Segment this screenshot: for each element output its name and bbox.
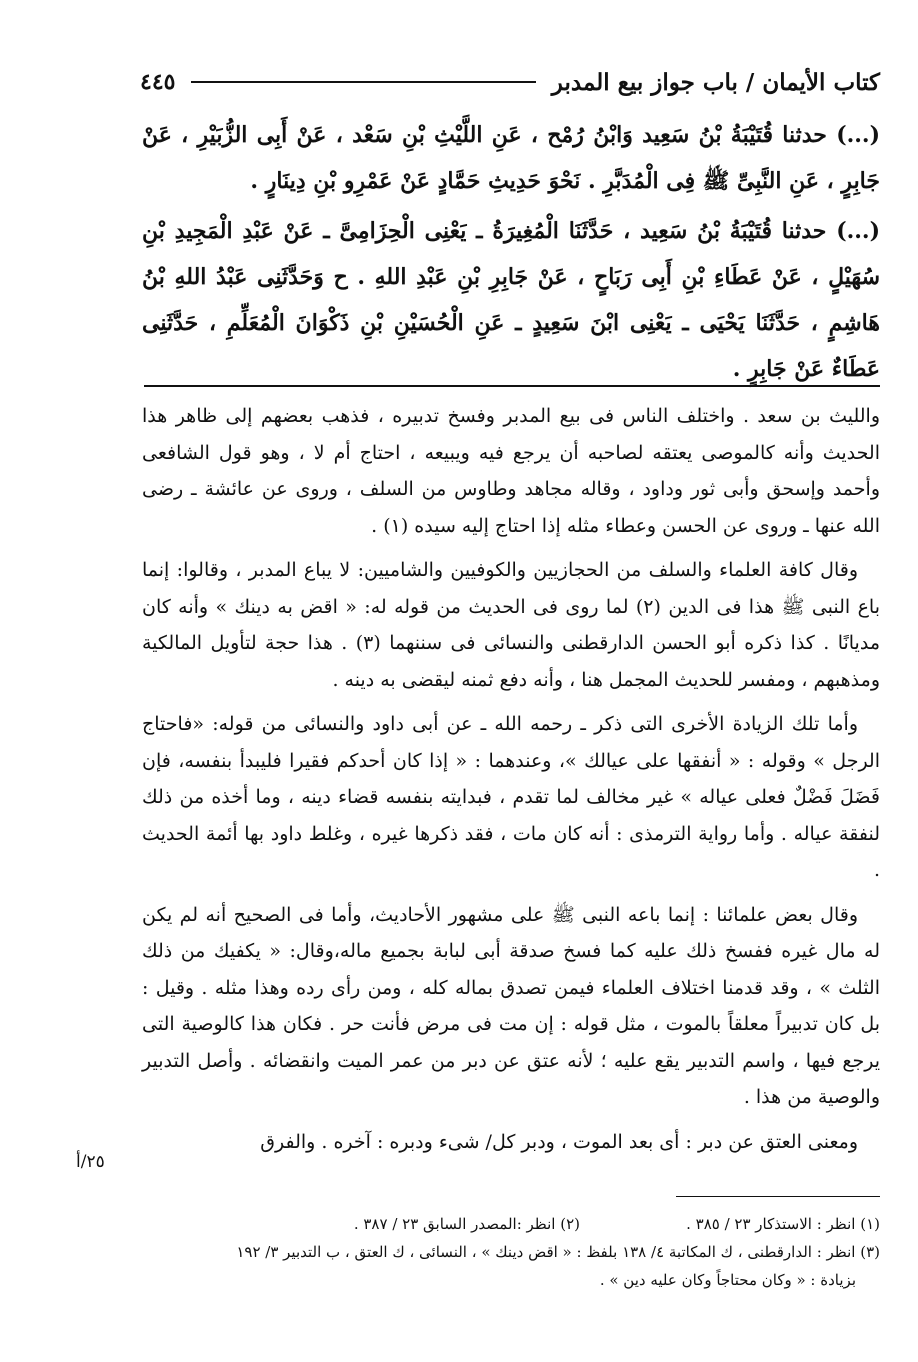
- chapter-title: كتاب الأيمان / باب جواز بيع المدبر: [551, 68, 880, 96]
- footnote-3-continuation: بزيادة : « وكان محتاجاً وكان عليه دين » .: [599, 1271, 856, 1289]
- footnote-divider: [676, 1196, 880, 1197]
- page-number: ٤٤٥: [140, 69, 176, 95]
- footnote-3: (٣) انظر : الدارقطنى ، ك المكاتبة ٤/ ١٣٨ بلفظ : « اقض دينك » ، النسائى ، ك العتق ، ب التدبير ٣/ ١٩٢: [236, 1243, 880, 1261]
- footnote-1: (١) انظر : الاستذكار ٢٣ / ٣٨٥ .: [686, 1215, 880, 1233]
- section-divider: [144, 385, 880, 387]
- footnote-row: [142, 1210, 880, 1238]
- header-rule: [191, 81, 535, 83]
- hadith-text: [142, 112, 880, 392]
- commentary-paragraph: وقال بعض علمائنا : إنما باعه النبى ﷺ على مشهور الأحاديث، وأما فى الصحيح أنه لم يكن له مال غيره ففسخ ذلك عليه كما فسخ صدقة أبى لبابة بجميع ماله،وقال: « يكفيك من ذلك الثلث » ، وقد قدمنا اختلاف العلماء فيمن تصدق بماله كله ، ومن رأى رده وهذا مثله . وقيل : بل كان تدبيراً معلقاً بالموت ، مثل قوله : إن مت فى مرض فأنت حر . فكان هذا كالوصية التى يرجع فيها ، واسم التدبير يقع عليه ؛ لأنه عتق عن دبر من عمر الميت وانقضائه . وأصل التدبير والوصية من هذا .: [142, 903, 880, 1108]
- hadith-paragraph: (...) حدثنا قُتَيْبَةُ بْنُ سَعِيد ، حَدَّثَنَا الْمُغِيرَةُ ـ يَعْنِى الْحِزَامِىَّ ـ عَنْ عَبْدِ الْمَجِيدِ بْنِ سُهَيْلٍ ، عَنْ عَطَاءِ بْنِ أَبِى رَبَاحٍ ، عَنْ جَابِرِ بْنِ عَبْدِ اللهِ . ح وَحَدَّثَنِى عَبْدُ اللهِ بْنُ هَاشِمٍ ، حَدَّثَنَا يَحْيَى ـ يَعْنِى ابْنَ سَعِيدٍ ـ عَنِ الْحُسَيْنِ بْنِ ذَكْوَانَ الْمُعَلِّمِ ، حَدَّثَنِى عَطَاءٌ عَنْ جَابِرٍ .: [142, 218, 881, 382]
- running-header: [140, 62, 880, 102]
- commentary-paragraph: وقال كافة العلماء والسلف من الحجازيين والكوفيين والشاميين: لا يباع المدبر ، وقالوا: إنما باع النبى ﷺ هذا فى الدين (٢) لما روى فى الحديث من قوله له: « اقض به دينك » وأنه كان مديانًا . كذا ذكره أبو الحسن الدارقطنى والنسائى فى سننهما (٣) . هذا حجة لتأويل المالكية ومذهبهم ، ومفسر للحديث المجمل هنا ، وأنه دفع ثمنه ليقضى به دينه .: [142, 559, 880, 691]
- commentary-paragraph: ومعنى العتق عن دبر : أى بعد الموت ، ودبر كل/ شىء ودبره : آخره . والفرق: [260, 1130, 858, 1153]
- commentary-paragraph: وأما تلك الزيادة الأخرى التى ذكر ـ رحمه الله ـ عن أبى داود والنسائى من قوله: «فاحتاج الرجل » وقوله : « أنفقها على عيالك »، وعندهما : « إذا كان أحدكم فقيرا فليبدأ بنفسه، فإن فَضَلَ فَضْلٌ فعلى عياله » غير مخالف لما تقدم ، فبدايته بنفسه قضاء دينه ، وما أخذه من ذلك لنفقة عياله . وأما رواية الترمذى : أنه كان مات ، فقد ذكرها غيره ، وغلط داود بها أئمة الحديث .: [142, 713, 880, 881]
- footnote-2: (٢) انظر :المصدر السابق ٢٣ / ٣٨٧ .: [353, 1215, 580, 1233]
- commentary-text: [142, 398, 880, 1168]
- commentary-paragraph: والليث بن سعد . واختلف الناس فى بيع المدبر وفسخ تدبيره ، فذهب بعضهم إلى ظاهر هذا الحديث وأنه كالموصى يعتقه لصاحبه أن يرجع فيه ويبيعه ، احتاج أم لا ، وهو قول الشافعى وأحمد وإسحق وأبى ثور وداود ، وقاله مجاهد وطاوس من السلف ، وروى عن عائشة ـ رضى الله عنها ـ وروى عن الحسن وعطاء مثله إذا احتاج إليه سيده (١) .: [142, 405, 880, 537]
- footnotes: [142, 1210, 880, 1294]
- manuscript-folio-note: ٢٥/أ: [76, 1152, 105, 1172]
- hadith-paragraph: (...) حدثنا قُتَيْبَةُ بْنُ سَعِيد وَابْنُ رُمْح ، عَنِ اللَّيْثِ بْنِ سَعْد ، عَنْ أَبِى الزُّبَيْرِ ، عَنْ جَابِرٍ ، عَنِ النَّبِىِّ ﷺ فِى الْمُدَبَّرِ . نَحْوَ حَدِيثِ حَمَّادٍ عَنْ عَمْرِو بْنِ دِينَارٍ .: [142, 122, 880, 194]
